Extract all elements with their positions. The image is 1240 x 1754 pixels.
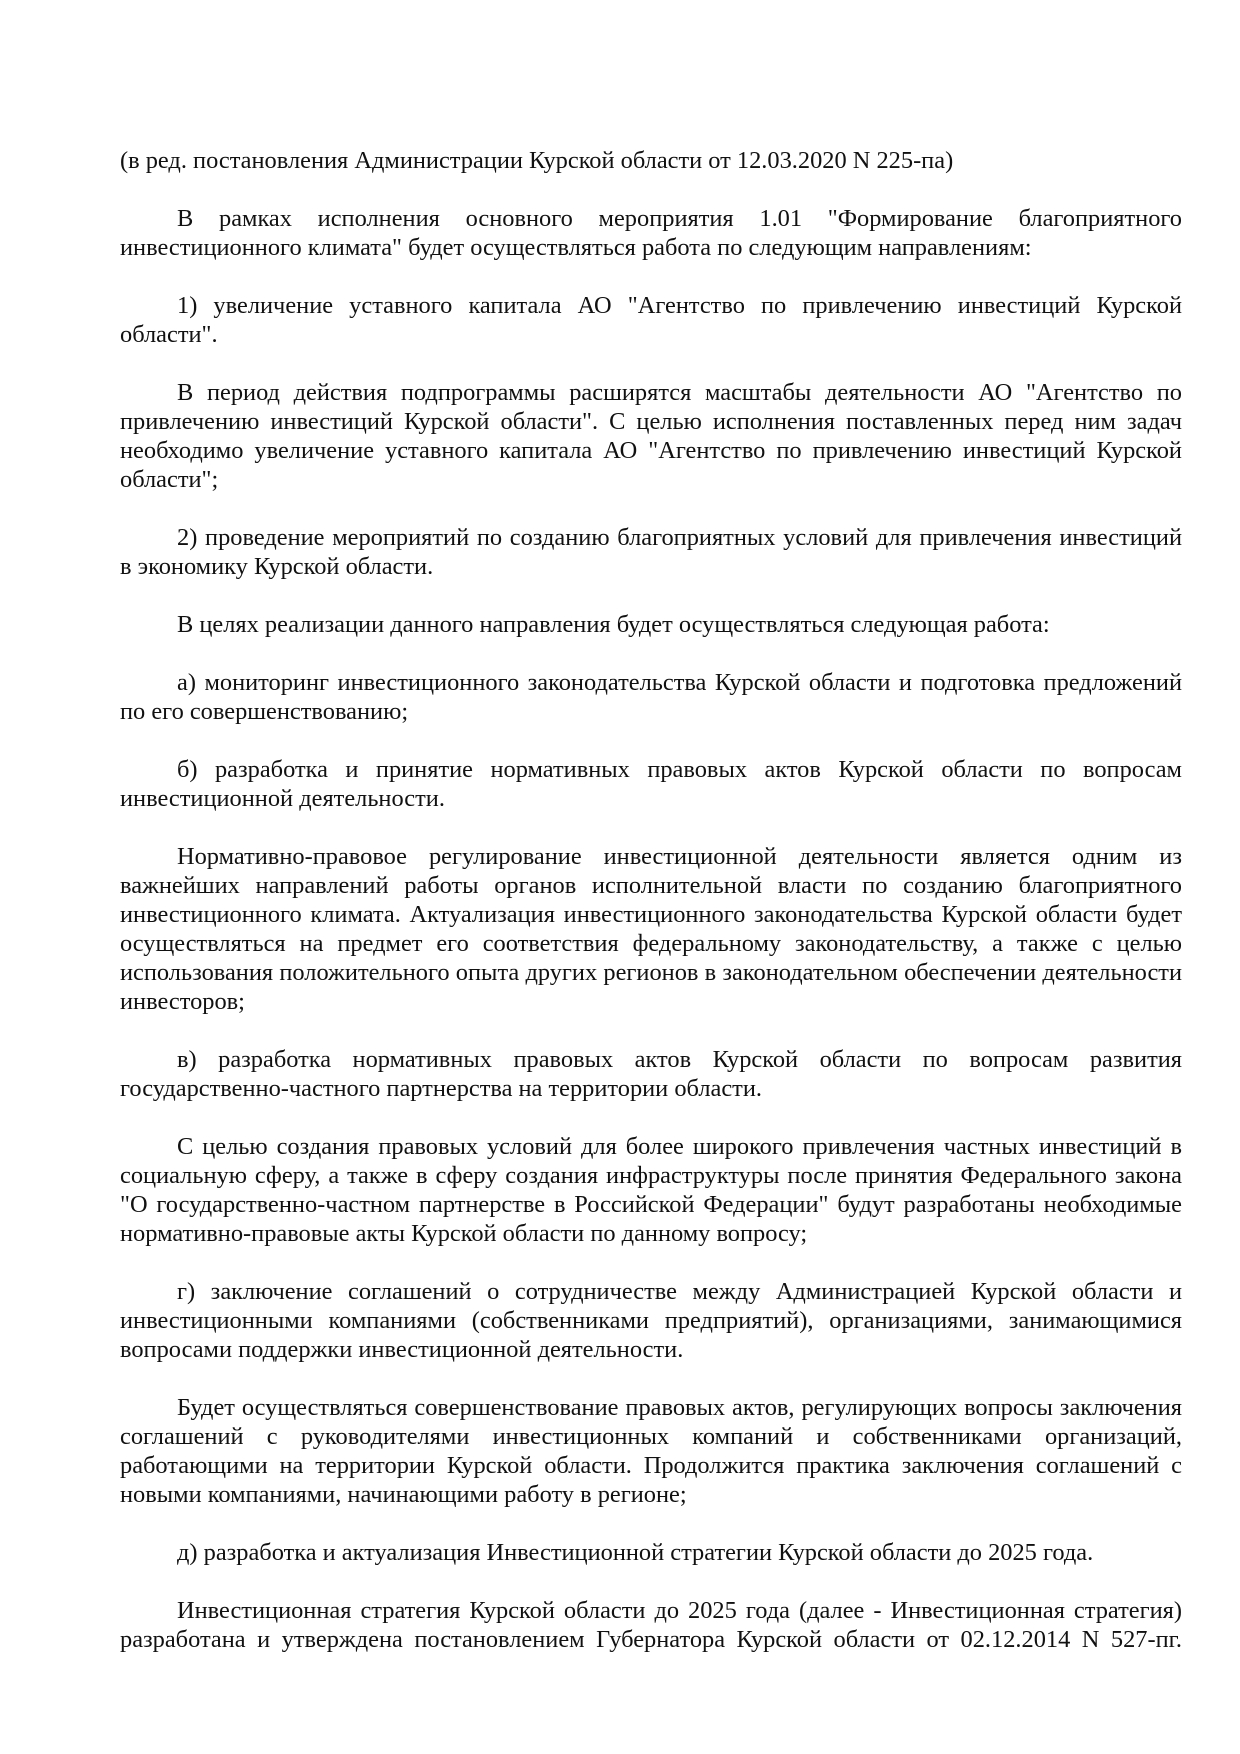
paragraph-subitem-d: д) разработка и актуализация Инвестиционной стратегии Курской области до 2025 года. xyxy=(177,1539,1094,1566)
paragraph-subitem-g: г) заключение соглашений о сотрудничестве между Администрацией Курской области и инвестиционными компаниями (собственниками предприятий), организациями, занимающимися вопросами поддержки инвестиционной деятельности. xyxy=(120,1278,1182,1363)
paragraph-item-2-details: В целях реализации данного направления будет осуществляться следующая работа: xyxy=(177,611,1050,638)
paragraph-item-1: 1) увеличение уставного капитала АО "Агентство по привлечению инвестиций Курской области". xyxy=(120,292,1182,348)
paragraph-item-1-details: В период действия подпрограммы расширятся масштабы деятельности АО "Агентство по привлечению инвестиций Курской области". С целью исполнения поставленных перед ним задач необходимо увеличение уставного капитала АО "Агентство по привлечению инвестиций Курской области"; xyxy=(120,379,1182,493)
amendment-note: (в ред. постановления Администрации Курской области от 12.03.2020 N 225-па) xyxy=(120,147,954,174)
paragraph-subitem-v-details: С целью создания правовых условий для более широкого привлечения частных инвестиций в социальную сферу, а также в сферу создания инфраструктуры после принятия Федерального закона "О государственно-частном партнерстве в Российской Федерации" будут разработаны необходимые нормативно-правовые акты Курской области по данному вопросу; xyxy=(120,1133,1182,1247)
paragraph-subitem-g-details: Будет осуществляться совершенствование правовых актов, регулирующих вопросы заключения соглашений с руководителями инвестиционных компаний и собственниками организаций, работающими на территории Курской области. Продолжится практика заключения соглашений с новыми компаниями, начинающими работу в регионе; xyxy=(120,1394,1182,1508)
paragraph-subitem-d-details: Инвестиционная стратегия Курской области до 2025 года (далее - Инвестиционная стратегия) разработана и утверждена постановлением Губернатора Курской области от 02.12.2014 N 527-пг. xyxy=(120,1597,1182,1653)
document-page xyxy=(120,146,1182,1683)
paragraph-subitem-a: а) мониторинг инвестиционного законодательства Курской области и подготовка предложений по его совершенствованию; xyxy=(120,669,1182,725)
paragraph-intro: В рамках исполнения основного мероприятия 1.01 "Формирование благоприятного инвестиционного климата" будет осуществляться работа по следующим направлениям: xyxy=(120,205,1182,261)
paragraph-subitem-b-details: Нормативно-правовое регулирование инвестиционной деятельности является одним из важнейших направлений работы органов исполнительной власти по созданию благоприятного инвестиционного климата. Актуализация инвестиционного законодательства Курской области будет осуществляться на предмет его соответствия федеральному законодательству, а также с целью использования положительного опыта других регионов в законодательном обеспечении деятельности инвесторов; xyxy=(120,843,1182,1015)
paragraph-subitem-v: в) разработка нормативных правовых актов Курской области по вопросам развития государственно-частного партнерства на территории области. xyxy=(120,1046,1182,1102)
paragraph-subitem-b: б) разработка и принятие нормативных правовых актов Курской области по вопросам инвестиционной деятельности. xyxy=(120,756,1182,812)
paragraph-item-2: 2) проведение мероприятий по созданию благоприятных условий для привлечения инвестиций в экономику Курской области. xyxy=(120,524,1182,580)
